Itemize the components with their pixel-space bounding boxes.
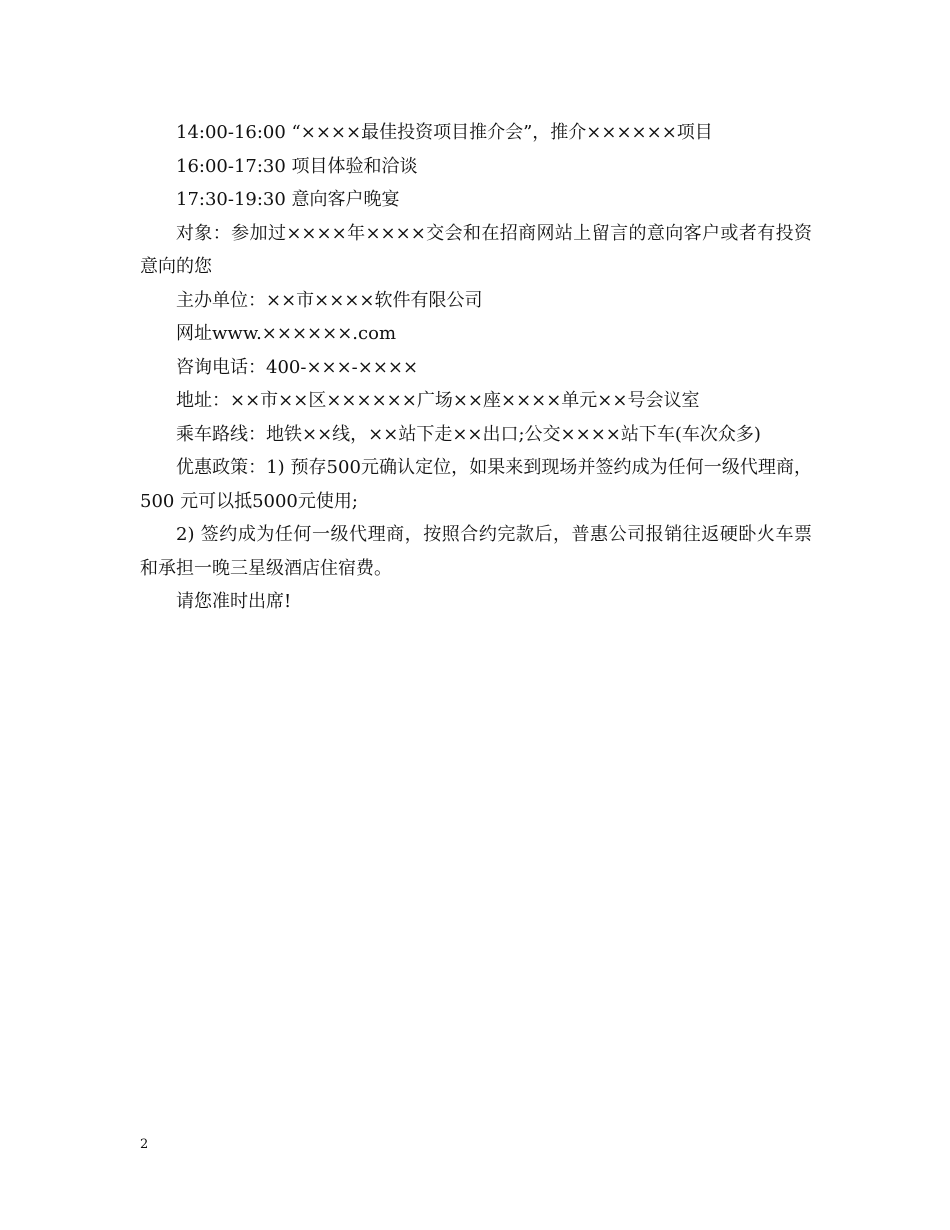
closing-line: 请您准时出席! — [176, 591, 292, 612]
website-line: 网址www.××××××.com — [176, 323, 397, 344]
audience-paragraph: 对象：参加过××××年××××交会和在招商网站上留言的意向客户或者有投资意向的您 — [140, 222, 812, 277]
organizer-line: 主办单位：××市××××软件有限公司 — [176, 289, 483, 311]
schedule-line-promotion: 14:00-16:00 “××××最佳投资项目推介会”，推介××××××项目 — [176, 122, 713, 143]
route-paragraph: 乘车路线：地铁××线，××站下走××出口;公交××××站下车(车次众多) — [176, 423, 761, 445]
policy-paragraph-2: 2) 签约成为任何一级代理商，按照合约完款后，普惠公司报销往返硬卧火车票和承担一晚三星级酒店住宿费。 — [140, 524, 812, 579]
schedule-line-dinner: 17:30-19:30 意向客户晚宴 — [176, 189, 400, 210]
page-number: 2 — [140, 1137, 149, 1152]
phone-line: 咨询电话：400-×××-×××× — [176, 356, 419, 378]
policy-paragraph-1: 优惠政策：1) 预存500元确认定位，如果来到现场并签约成为任何一级代理商，500 元可以抵5000元使用; — [140, 457, 812, 512]
address-line: 地址：××市××区××××××广场××座××××单元××号会议室 — [176, 390, 700, 411]
body-text — [140, 116, 812, 619]
schedule-line-experience: 16:00-17:30 项目体验和洽谈 — [176, 155, 418, 177]
